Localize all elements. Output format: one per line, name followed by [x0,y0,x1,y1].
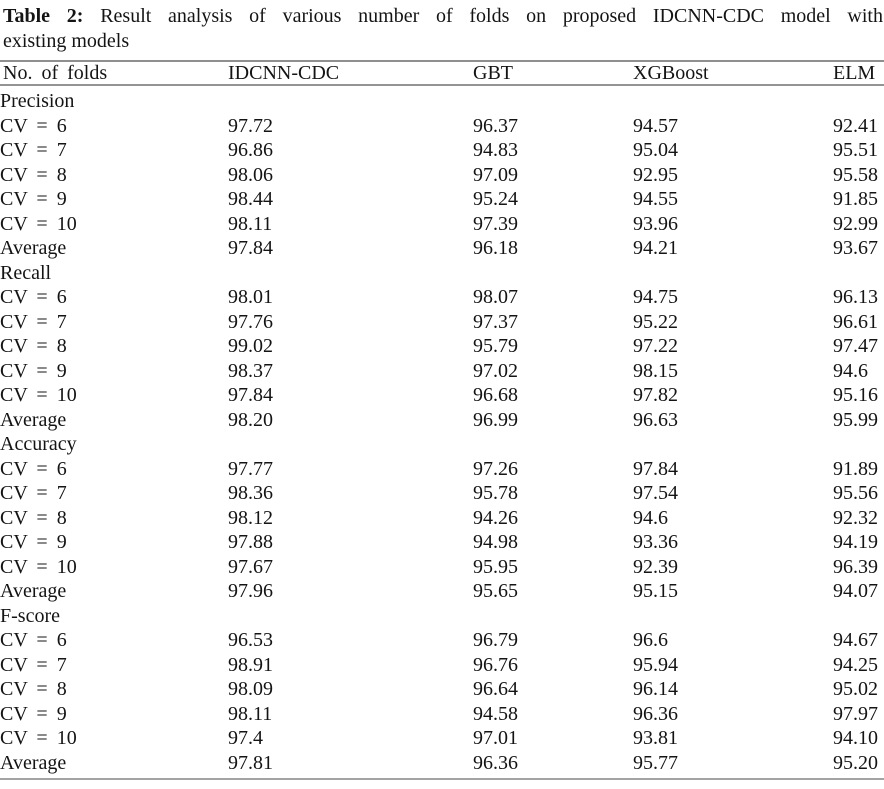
table-row [0,212,884,237]
value-cell: 92.32 [833,506,878,529]
table-row [0,481,884,506]
value-cell: 98.09 [228,678,273,700]
row-label: CV = 6 [0,114,67,137]
value-cell: 97.76 [228,310,273,333]
column-header: ELM [833,61,884,85]
value-cell: 95.58 [833,163,878,186]
value-cell: 93.36 [633,531,678,553]
value-cell: 94.75 [633,286,678,308]
row-label: CV = 6 [0,629,67,651]
table-row [0,383,884,408]
table-row [0,555,884,580]
section-title: Precision [0,90,75,112]
value-cell: 94.21 [633,237,678,259]
value-cell: 97.84 [633,457,678,480]
value-cell: 96.63 [633,408,678,431]
row-label: CV = 7 [0,139,67,161]
value-cell: 94.10 [833,727,878,749]
value-cell: 95.02 [833,678,878,700]
table-row [0,579,884,604]
value-cell: 96.68 [473,384,518,406]
value-cell: 97.22 [633,335,678,357]
value-cell: 95.24 [473,188,518,210]
value-cell: 96.86 [228,139,273,161]
value-cell: 97.97 [833,702,878,725]
value-cell: 96.18 [473,237,518,259]
row-label: CV = 8 [0,335,67,357]
column-header: XGBoost [633,61,833,85]
table-row [0,628,884,653]
value-cell: 94.58 [473,702,518,725]
value-cell: 97.72 [228,114,273,137]
value-cell: 95.20 [833,751,878,774]
row-label: CV = 10 [0,727,77,749]
table-header [0,61,884,85]
value-cell: 95.77 [633,751,678,774]
section-header-row [0,432,884,457]
value-cell: 96.39 [833,555,878,578]
value-cell: 94.19 [833,531,878,553]
value-cell: 94.55 [633,188,678,210]
value-cell: 95.16 [833,384,878,406]
value-cell: 98.12 [228,506,273,529]
row-label: Average [0,408,67,431]
value-cell: 96.79 [473,629,518,651]
value-cell: 97.88 [228,531,273,553]
value-cell: 96.53 [228,629,273,651]
value-cell: 95.04 [633,139,678,161]
value-cell: 98.15 [633,359,678,382]
value-cell: 97.37 [473,310,518,333]
value-cell: 94.26 [473,506,518,529]
row-label: CV = 9 [0,531,67,553]
value-cell: 99.02 [228,335,273,357]
value-cell: 91.85 [833,188,878,210]
value-cell: 98.91 [228,653,273,676]
value-cell: 95.65 [473,580,518,602]
table-row [0,285,884,310]
value-cell: 97.4 [228,727,263,749]
value-cell: 98.37 [228,359,273,382]
row-label: CV = 10 [0,384,77,406]
value-cell: 94.83 [473,139,518,161]
value-cell: 98.11 [228,702,273,725]
table-row [0,236,884,261]
value-cell: 96.36 [473,751,518,774]
row-label: CV = 10 [0,212,77,235]
row-label: CV = 7 [0,310,67,333]
row-label: CV = 7 [0,482,67,504]
section-title: Recall [0,261,52,284]
row-label: CV = 9 [0,188,67,210]
value-cell: 95.15 [633,580,678,602]
value-cell: 96.36 [633,702,678,725]
caption-label: Table 2: [3,5,84,27]
table-row [0,702,884,727]
value-cell: 93.81 [633,727,678,749]
value-cell: 97.82 [633,384,678,406]
paper-page [0,4,884,789]
value-cell: 92.41 [833,114,878,137]
value-cell: 95.99 [833,408,878,431]
section-title: F-score [0,604,60,627]
value-cell: 96.64 [473,678,518,700]
value-cell: 97.09 [473,163,518,186]
row-label: CV = 10 [0,555,77,578]
table-row [0,310,884,335]
table-row [0,653,884,678]
value-cell: 98.44 [228,188,273,210]
value-cell: 95.95 [473,555,518,578]
value-cell: 98.11 [228,212,273,235]
table-row [0,114,884,139]
value-cell: 97.67 [228,555,273,578]
value-cell: 98.01 [228,286,273,308]
value-cell: 96.99 [473,408,518,431]
value-cell: 95.94 [633,653,678,676]
header-row [0,61,884,85]
table-row [0,726,884,751]
value-cell: 98.20 [228,408,273,431]
value-cell: 95.79 [473,335,518,357]
table-row [0,163,884,188]
value-cell: 96.37 [473,114,518,137]
section-header-row [0,261,884,286]
value-cell: 95.22 [633,310,678,333]
row-label: Average [0,751,67,774]
value-cell: 97.26 [473,457,518,480]
table-row [0,530,884,555]
value-cell: 97.77 [228,457,273,480]
value-cell: 96.76 [473,653,518,676]
section-header-row [0,85,884,114]
table-row [0,187,884,212]
value-cell: 92.39 [633,555,678,578]
value-cell: 97.39 [473,212,518,235]
value-cell: 94.07 [833,580,878,602]
row-label: CV = 9 [0,702,67,725]
value-cell: 95.51 [833,139,878,161]
value-cell: 97.02 [473,359,518,382]
value-cell: 91.89 [833,457,878,480]
value-cell: 94.57 [633,114,678,137]
value-cell: 96.6 [633,629,668,651]
caption-text: Result analysis of various number of folds on proposed IDCNN-CDC model with [100,5,883,27]
row-label: CV = 6 [0,457,67,480]
value-cell: 93.67 [833,237,878,259]
row-label: CV = 6 [0,286,67,308]
value-cell: 95.78 [473,482,518,504]
section-title: Accuracy [0,433,77,455]
value-cell: 98.36 [228,482,273,504]
value-cell: 94.25 [833,653,878,676]
value-cell: 96.14 [633,678,678,700]
value-cell: 94.6 [633,506,668,529]
column-header: No. of folds [0,61,228,85]
row-label: CV = 8 [0,678,67,700]
row-label: CV = 9 [0,359,67,382]
row-label: Average [0,580,67,602]
column-header: IDCNN-CDC [228,61,473,85]
table-row [0,138,884,163]
row-label: CV = 7 [0,653,67,676]
row-label: CV = 8 [0,163,67,186]
table-body [0,85,884,779]
value-cell: 97.96 [228,580,273,602]
table-row [0,334,884,359]
table-row [0,677,884,702]
value-cell: 92.95 [633,163,678,186]
value-cell: 94.67 [833,629,878,651]
table-row [0,457,884,482]
caption-line-1 [3,4,883,29]
value-cell: 94.98 [473,531,518,553]
value-cell: 97.47 [833,335,878,357]
table-row [0,506,884,531]
table-row [0,359,884,384]
value-cell: 97.84 [228,384,273,406]
row-label: Average [0,237,67,259]
table-caption [0,4,884,54]
table-row [0,408,884,433]
value-cell: 94.6 [833,359,868,382]
value-cell: 96.13 [833,286,878,308]
value-cell: 97.01 [473,727,518,749]
section-header-row [0,604,884,629]
value-cell: 92.99 [833,212,878,235]
results-table [0,60,884,780]
value-cell: 98.06 [228,163,273,186]
value-cell: 97.81 [228,751,273,774]
value-cell: 97.84 [228,237,273,259]
value-cell: 97.54 [633,482,678,504]
value-cell: 95.56 [833,482,878,504]
caption-line-2: existing models [3,30,130,52]
column-header: GBT [473,61,633,85]
value-cell: 93.96 [633,212,678,235]
value-cell: 98.07 [473,286,518,308]
table-row [0,751,884,780]
row-label: CV = 8 [0,506,67,529]
value-cell: 96.61 [833,310,878,333]
